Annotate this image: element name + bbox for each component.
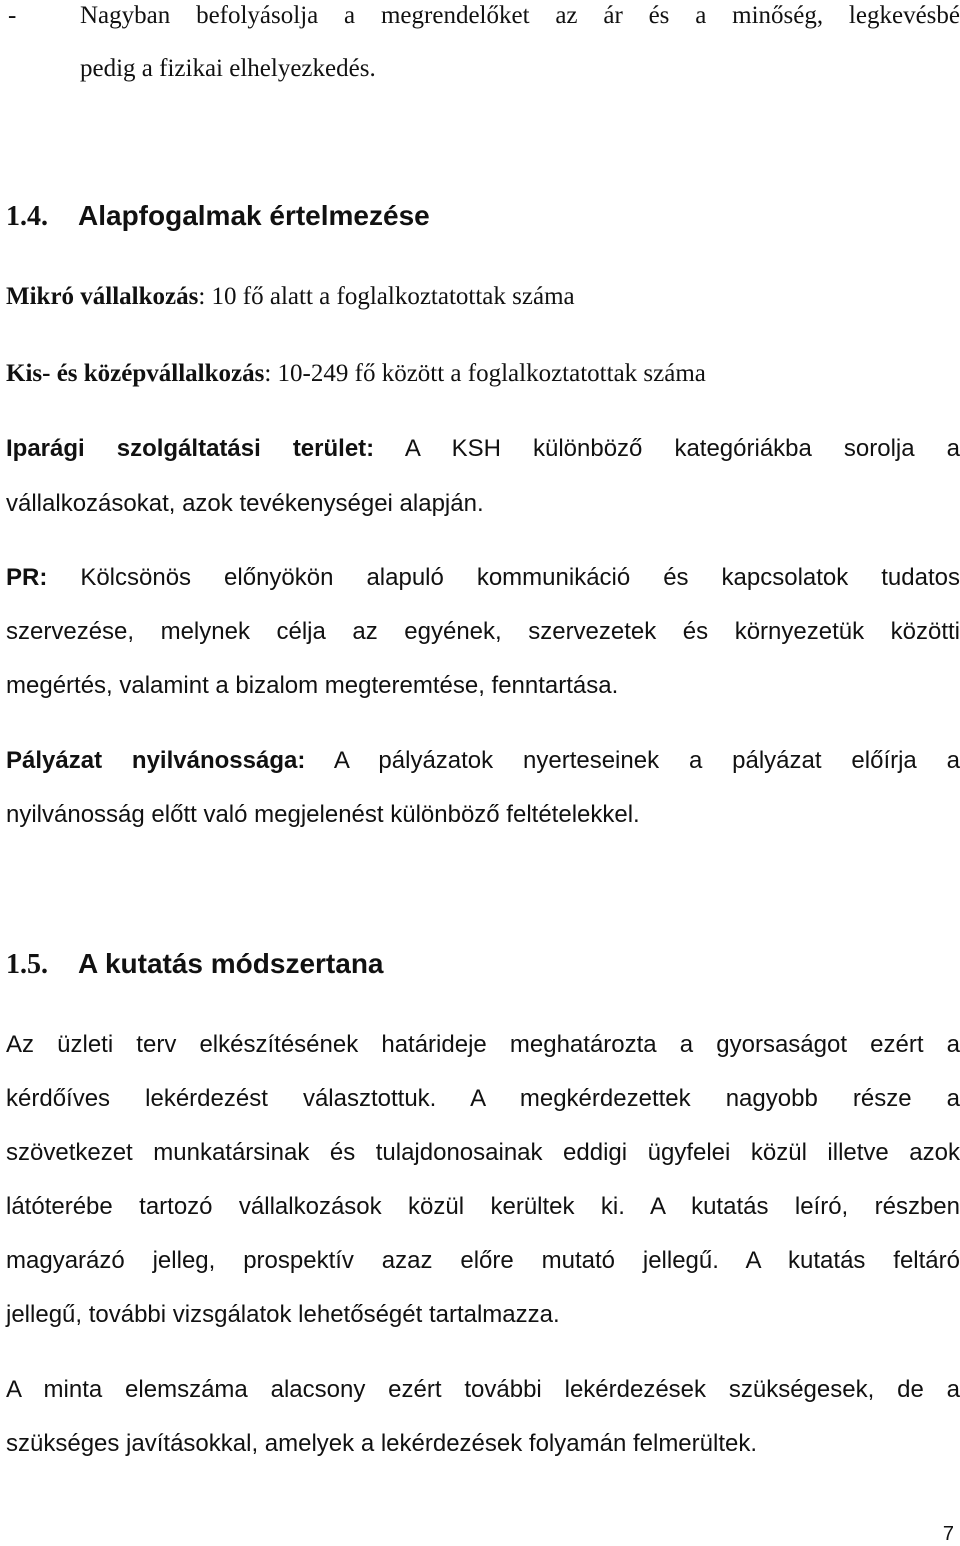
paragraph-line: látóterébe tartozó vállalkozások közül kerültek ki. A kutatás leíró, részben bbox=[6, 1193, 960, 1220]
bullet-marker: - bbox=[8, 2, 17, 29]
bullet-line-2: pedig a fizikai elhelyezkedés. bbox=[80, 55, 376, 82]
section-title: A kutatás módszertana bbox=[78, 948, 384, 979]
paragraph-line: Az üzleti terv elkészítésének határideje meghatározta a gyorsaságot ezért a bbox=[6, 1031, 960, 1058]
definition-industry-line-1 bbox=[6, 435, 960, 463]
paragraph-line: kérdőíves lekérdezést választottuk. A megkérdezettek nagyobb része a bbox=[6, 1085, 960, 1112]
definition-text: A KSH különböző kategóriákba sorolja a bbox=[374, 435, 960, 462]
definition-term: Mikró vállalkozás bbox=[6, 283, 199, 310]
definition-term: Iparági szolgáltatási terület: bbox=[6, 435, 375, 462]
section-title: Alapfogalmak értelmezése bbox=[78, 200, 430, 231]
definition-text: : 10 fő alatt a foglalkoztatottak száma bbox=[198, 283, 575, 310]
paragraph-line: A minta elemszáma alacsony ezért további lekérdezések szükségesek, de a bbox=[6, 1376, 960, 1403]
definition-pr-line-1 bbox=[6, 564, 960, 592]
bullet-line-1: Nagyban befolyásolja a megrendelőket az ár és a minőség, legkevésbé bbox=[80, 2, 960, 29]
definition-tender-line-2: nyilvánosság előtt való megjelenést különböző feltételekkel. bbox=[6, 801, 640, 828]
paragraph-line: magyarázó jelleg, prospektív azaz előre mutató jellegű. A kutatás feltáró bbox=[6, 1247, 960, 1274]
definition-tender-line-1 bbox=[6, 747, 960, 775]
definition-text: A pályázatok nyerteseinek a pályázat előírja a bbox=[305, 747, 960, 774]
section-number: 1.4. bbox=[6, 201, 48, 232]
definition-term: Kis- és középvállalkozás bbox=[6, 360, 265, 387]
paragraph-line: jellegű, további vizsgálatok lehetőségét tartalmazza. bbox=[6, 1301, 560, 1328]
definition-pr-line-3: megértés, valamint a bizalom megteremtése, fenntartása. bbox=[6, 672, 619, 699]
definition-industry-line-2: vállalkozásokat, azok tevékenységei alapján. bbox=[6, 490, 484, 517]
paragraph-line: szükséges javításokkal, amelyek a lekérdezések folyamán felmerültek. bbox=[6, 1430, 758, 1457]
definition-sme bbox=[6, 360, 960, 388]
paragraph-line: szövetkezet munkatársinak és tulajdonosainak eddigi ügyfelei közül illetve azok bbox=[6, 1139, 960, 1166]
definition-text: : 10-249 fő között a foglalkoztatottak száma bbox=[264, 360, 706, 387]
definition-micro bbox=[6, 283, 960, 311]
section-number: 1.5. bbox=[6, 949, 48, 980]
definition-text: Kölcsönös előnyökön alapuló kommunikáció és kapcsolatok tudatos bbox=[47, 564, 960, 591]
definition-pr-line-2: szervezése, melynek célja az egyének, szervezetek és környezetük közötti bbox=[6, 618, 960, 645]
page-number: 7 bbox=[942, 1523, 954, 1545]
section-heading-1-4 bbox=[6, 200, 430, 233]
section-heading-1-5 bbox=[6, 948, 384, 981]
definition-term: PR: bbox=[6, 564, 48, 591]
definition-term: Pályázat nyilvánossága: bbox=[6, 747, 306, 774]
